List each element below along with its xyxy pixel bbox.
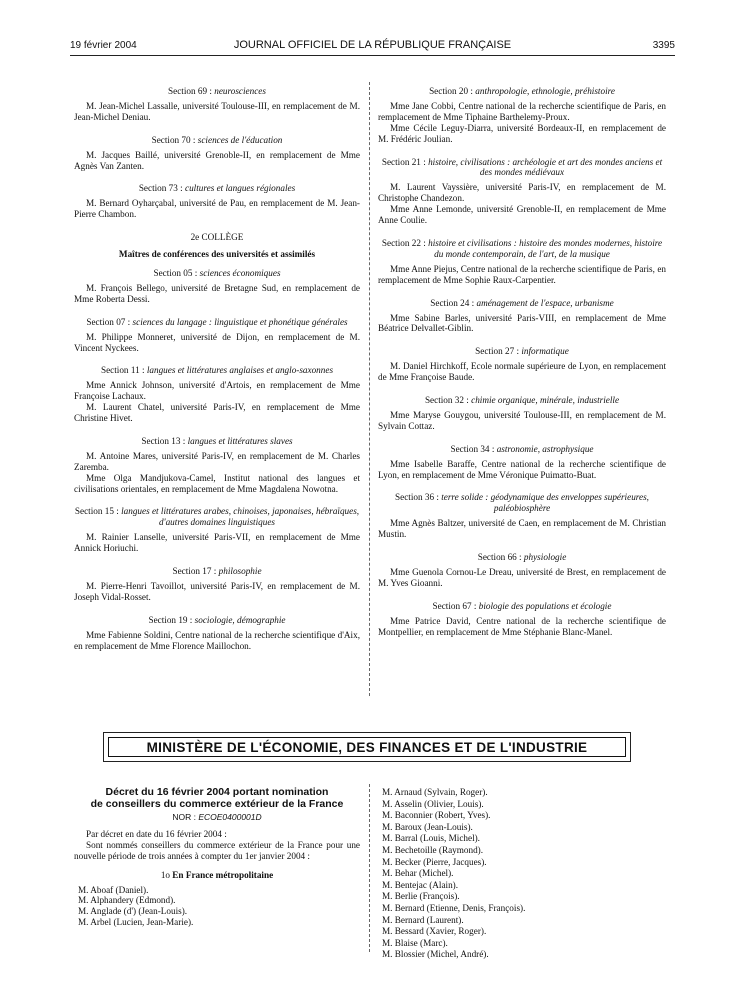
list-item: M. Aboaf (Daniel). — [78, 884, 149, 895]
section-number: Section 24 : — [430, 297, 475, 308]
section-block — [74, 566, 360, 603]
section-subject: histoire, civilisations : archéologie et art des mondes anciens et des mondes médiévaux — [428, 156, 663, 178]
appointment-entry: Mme Anne Piejus, Centre national de la recherche scientifique de Paris, en remplacement de Mme Sophie Raux-Carpentier. — [378, 263, 666, 285]
section-number: Section 32 : — [424, 395, 469, 406]
list-item: M. Berlie (François). — [382, 891, 460, 902]
decree-title-line1: Décret du 16 février 2004 portant nomination — [105, 786, 329, 798]
appointment-entry: Mme Fabienne Soldini, Centre national de la recherche scientifique d'Aix, en remplacement de Mme Florence Maillochon. — [74, 629, 360, 651]
section-subject: aménagement de l'espace, urbanisme — [476, 297, 614, 308]
section-heading — [74, 268, 360, 279]
section-heading — [378, 157, 666, 179]
section-heading — [74, 135, 360, 146]
appointment-entry: M. Antoine Mares, université Paris-IV, en remplacement de M. Charles Zaremba. — [74, 450, 360, 472]
section-block — [74, 365, 360, 424]
section-block — [74, 135, 360, 172]
right-section-groups — [378, 86, 666, 638]
section-heading — [74, 436, 360, 447]
section-number: Section 05 : — [153, 267, 198, 278]
section-number: Section 69 : — [168, 86, 212, 96]
list-item: M. Baroux (Jean-Louis). — [382, 821, 473, 832]
section-number: Section 73 : — [138, 183, 183, 194]
appointment-entry: Mme Cécile Leguy-Diarra, université Bordeaux-II, en remplacement de M. Frédéric Joulian. — [378, 122, 666, 144]
section-block — [378, 601, 666, 638]
appointment-entry: Mme Annick Johnson, université d'Artois, en remplacement de Mme Françoise Lachaux. — [74, 380, 360, 402]
section-number: Section 21 : — [381, 156, 426, 167]
section-heading — [74, 317, 360, 328]
column-divider — [369, 82, 370, 696]
section-block — [74, 615, 360, 652]
names-list-right — [382, 787, 662, 961]
college-heading: Maîtres de conférences des universités et assimilés — [118, 249, 316, 260]
section-block — [74, 183, 360, 220]
section-subject: langues et littératures anglaises et anglo-saxonnes — [146, 365, 334, 376]
section-number: Section 34 : — [450, 443, 495, 454]
section-heading — [378, 492, 666, 514]
section-number: Section 66 : — [477, 552, 522, 563]
decree-paragraph-2: Sont nommés conseillers du commerce extérieur de la France pour une nouvelle période de trois années à compter du 1er janvier 2004 : — [74, 839, 360, 861]
section-number: Section 67 : — [432, 600, 477, 611]
section-heading — [74, 615, 360, 626]
header-date: 19 février 2004 — [70, 40, 137, 51]
ministry-banner — [103, 732, 631, 762]
section-heading — [74, 566, 360, 577]
section-heading — [378, 86, 666, 97]
section-subject: philosophie — [218, 566, 262, 577]
page-number: 3395 — [652, 40, 675, 51]
college-label: 2e COLLÈGE — [190, 232, 244, 243]
list-item: M. Baconnier (Robert, Yves). — [382, 810, 491, 821]
appointment-entry: Mme Isabelle Baraffe, Centre national de la recherche scientifique de Lyon, en remplacement de Mme Véronique Puimatto-Buat. — [378, 458, 666, 480]
section-block — [74, 317, 360, 354]
nor-label: NOR : — [172, 812, 196, 822]
list-item: M. Arnaud (Sylvain, Roger). — [382, 787, 488, 797]
appointment-entry: M. Laurent Chatel, université Paris-IV, en remplacement de Mme Christine Hivet. — [74, 402, 360, 424]
list-item: M. Alphandery (Edmond). — [78, 895, 176, 906]
section-subject: sciences économiques — [199, 267, 281, 278]
section-number: Section 07 : — [86, 316, 131, 327]
decree-title-line2: de conseillers du commerce extérieur de la France — [90, 798, 344, 810]
appointment-entry: M. Jacques Baillé, université Grenoble-II, en remplacement de Mme Agnès Van Zanten. — [74, 149, 360, 171]
section-block — [74, 506, 360, 554]
section-subject: chimie organique, minérale, industrielle — [471, 395, 620, 406]
section-subject: cultures et langues régionales — [185, 183, 296, 194]
list-item: M. Bernard (Laurent). — [382, 914, 464, 925]
section-subject: terre solide : géodynamique des enveloppes supérieures, paléobiosphère — [441, 492, 649, 514]
section-block — [378, 492, 666, 540]
list-item: M. Arbel (Lucien, Jean-Marie). — [78, 917, 194, 928]
section-subject: anthropologie, ethnologie, préhistoire — [475, 86, 615, 96]
appointment-entry: Mme Guenola Cornou-Le Dreau, université de Brest, en remplacement de M. Yves Gioanni. — [378, 567, 666, 588]
list-item: M. Bentejac (Alain). — [382, 879, 459, 890]
appointment-entry: Mme Olga Mandjukova-Camel, Institut national des langues et civilisations orientales, en remplacement de Mme Magdalena Nowotna. — [74, 472, 360, 494]
appointment-entry: M. Jean-Michel Lassalle, université Toulouse-III, en remplacement de M. Jean-Michel Deniau. — [74, 100, 360, 122]
section-heading — [378, 395, 666, 406]
section-number: Section 19 : — [148, 614, 193, 625]
section-subject: sociologie, démographie — [194, 614, 286, 625]
appointment-entry: M. François Bellego, université de Bretagne Sud, en remplacement de Mme Roberta Dessi. — [74, 282, 360, 304]
section-block — [378, 552, 666, 589]
section-number: Section 20 : — [429, 86, 473, 96]
section-number: Section 27 : — [475, 346, 520, 357]
journal-title: JOURNAL OFFICIEL DE LA RÉPUBLIQUE FRANÇAISE — [233, 39, 512, 51]
appointment-entry: M. Rainier Lanselle, université Paris-VII, en remplacement de Mme Annick Horiuchi. — [74, 532, 360, 554]
section-block — [378, 298, 666, 335]
names-list-left — [74, 885, 360, 929]
section-subject: informatique — [521, 346, 569, 357]
list-item: M. Blossier (Michel, André). — [382, 949, 489, 960]
section-number: Section 22 : — [381, 237, 426, 248]
list-item: M. Becker (Pierre, Jacques). — [382, 856, 487, 867]
subheading-text: En France métropolitaine — [172, 869, 274, 880]
subheading-number: 1o — [160, 869, 170, 880]
section-heading — [74, 183, 360, 194]
list-item: M. Asselin (Olivier, Louis). — [382, 798, 484, 809]
list-item: M. Barral (Louis, Michel). — [382, 833, 480, 844]
section-heading — [74, 365, 360, 376]
appointment-entry: M. Bernard Oyharçabal, université de Pau, en remplacement de M. Jean-Pierre Chambon. — [74, 198, 360, 220]
appointment-entry: M. Laurent Vayssière, université Paris-IV, en remplacement de M. Christophe Chandezon. — [378, 182, 666, 204]
left-column — [74, 86, 360, 664]
section-number: Section 13 : — [141, 435, 186, 446]
section-subject: histoire et civilisations : histoire des mondes modernes, histoire du monde contemporain, de l'art, de la musique — [428, 237, 663, 259]
left-section-groups-2 — [74, 268, 360, 652]
list-item: M. Bernard (Etienne, Denis, François). — [382, 902, 526, 913]
header-rule — [70, 55, 675, 56]
section-heading — [378, 346, 666, 357]
section-heading — [74, 506, 360, 528]
section-number: Section 15 : — [74, 506, 119, 517]
appointment-entry: Mme Jane Cobbi, Centre national de la recherche scientifique de Paris, en remplacement de Mme Tiphaine Barthelemy-Proux. — [378, 100, 666, 122]
section-heading — [378, 444, 666, 455]
appointment-entry: Mme Anne Lemonde, université Grenoble-II, en remplacement de Mme Anne Coulie. — [378, 204, 666, 226]
ministry-banner-title: MINISTÈRE DE L'ÉCONOMIE, DES FINANCES ET DE L'INDUSTRIE — [108, 737, 626, 757]
section-number: Section 11 : — [100, 365, 145, 376]
section-number: Section 17 : — [172, 566, 217, 577]
page-header — [70, 38, 675, 54]
right-column — [378, 86, 666, 650]
appointment-entry: Mme Sabine Barles, université Paris-VIII, en remplacement de Mme Béatrice Delvallet-Giblin. — [378, 312, 666, 334]
section-subject: physiologie — [523, 552, 567, 563]
section-block — [378, 346, 666, 383]
list-item: M. Anglade (d') (Jean-Louis). — [78, 906, 188, 917]
appointment-entry: M. Pierre-Henri Tavoillot, université Paris-IV, en remplacement de M. Joseph Vidal-Rosset. — [74, 581, 360, 602]
appointment-entry: Mme Maryse Gouygou, université Toulouse-III, en remplacement de M. Sylvain Cottaz. — [378, 409, 666, 431]
appointment-entry: M. Daniel Hirchkoff, Ecole normale supérieure de Lyon, en remplacement de Mme Françoise Baude. — [378, 361, 666, 383]
list-item: M. Blaise (Marc). — [382, 937, 448, 948]
decree-paragraph-1: Par décret en date du 16 février 2004 : — [86, 828, 227, 839]
section-subject: sciences de l'éducation — [197, 134, 283, 145]
decree-subheading — [74, 870, 360, 881]
section-heading — [378, 601, 666, 612]
section-subject: langues et littératures arabes, chinoises, japonaises, hébraïques, d'autres domaines linguistiques — [121, 506, 360, 528]
appointment-entry: Mme Patrice David, Centre national de la recherche scientifique de Montpellier, en remplacement de Mme Stéphanie Blanc-Manel. — [378, 615, 666, 637]
list-item: M. Bechetoille (Raymond). — [382, 844, 484, 855]
section-number: Section 70 : — [151, 134, 196, 145]
section-subject: astronomie, astrophysique — [496, 443, 594, 454]
section-heading — [378, 552, 666, 563]
decree-block — [74, 786, 360, 928]
section-subject: biologie des populations et écologie — [478, 600, 612, 611]
section-block — [378, 395, 666, 432]
section-heading — [74, 86, 360, 97]
section-block — [74, 436, 360, 495]
section-block — [378, 157, 666, 226]
section-subject: neurosciences — [214, 86, 266, 96]
nor-code: ECOE0400001D — [198, 812, 262, 822]
list-item: M. Bessard (Xavier, Roger). — [382, 926, 487, 937]
section-block — [74, 268, 360, 305]
section-number: Section 36 : — [395, 492, 439, 503]
section-heading — [378, 238, 666, 260]
decree-column-divider — [369, 784, 370, 952]
appointment-entry: Mme Agnès Baltzer, université de Caen, en remplacement de M. Christian Mustin. — [378, 518, 666, 540]
section-subject: sciences du langage : linguistique et phonétique générales — [132, 316, 348, 327]
appointment-entry: M. Philippe Monneret, université de Dijon, en remplacement de M. Vincent Nyckees. — [74, 331, 360, 353]
section-block — [378, 444, 666, 481]
section-heading — [378, 298, 666, 309]
section-subject: langues et littératures slaves — [187, 435, 293, 446]
section-block — [74, 86, 360, 123]
decree-nor — [74, 812, 360, 823]
section-block — [378, 86, 666, 145]
list-item: M. Behar (Michel). — [382, 868, 454, 879]
section-block — [378, 238, 666, 286]
left-section-groups — [74, 86, 360, 220]
